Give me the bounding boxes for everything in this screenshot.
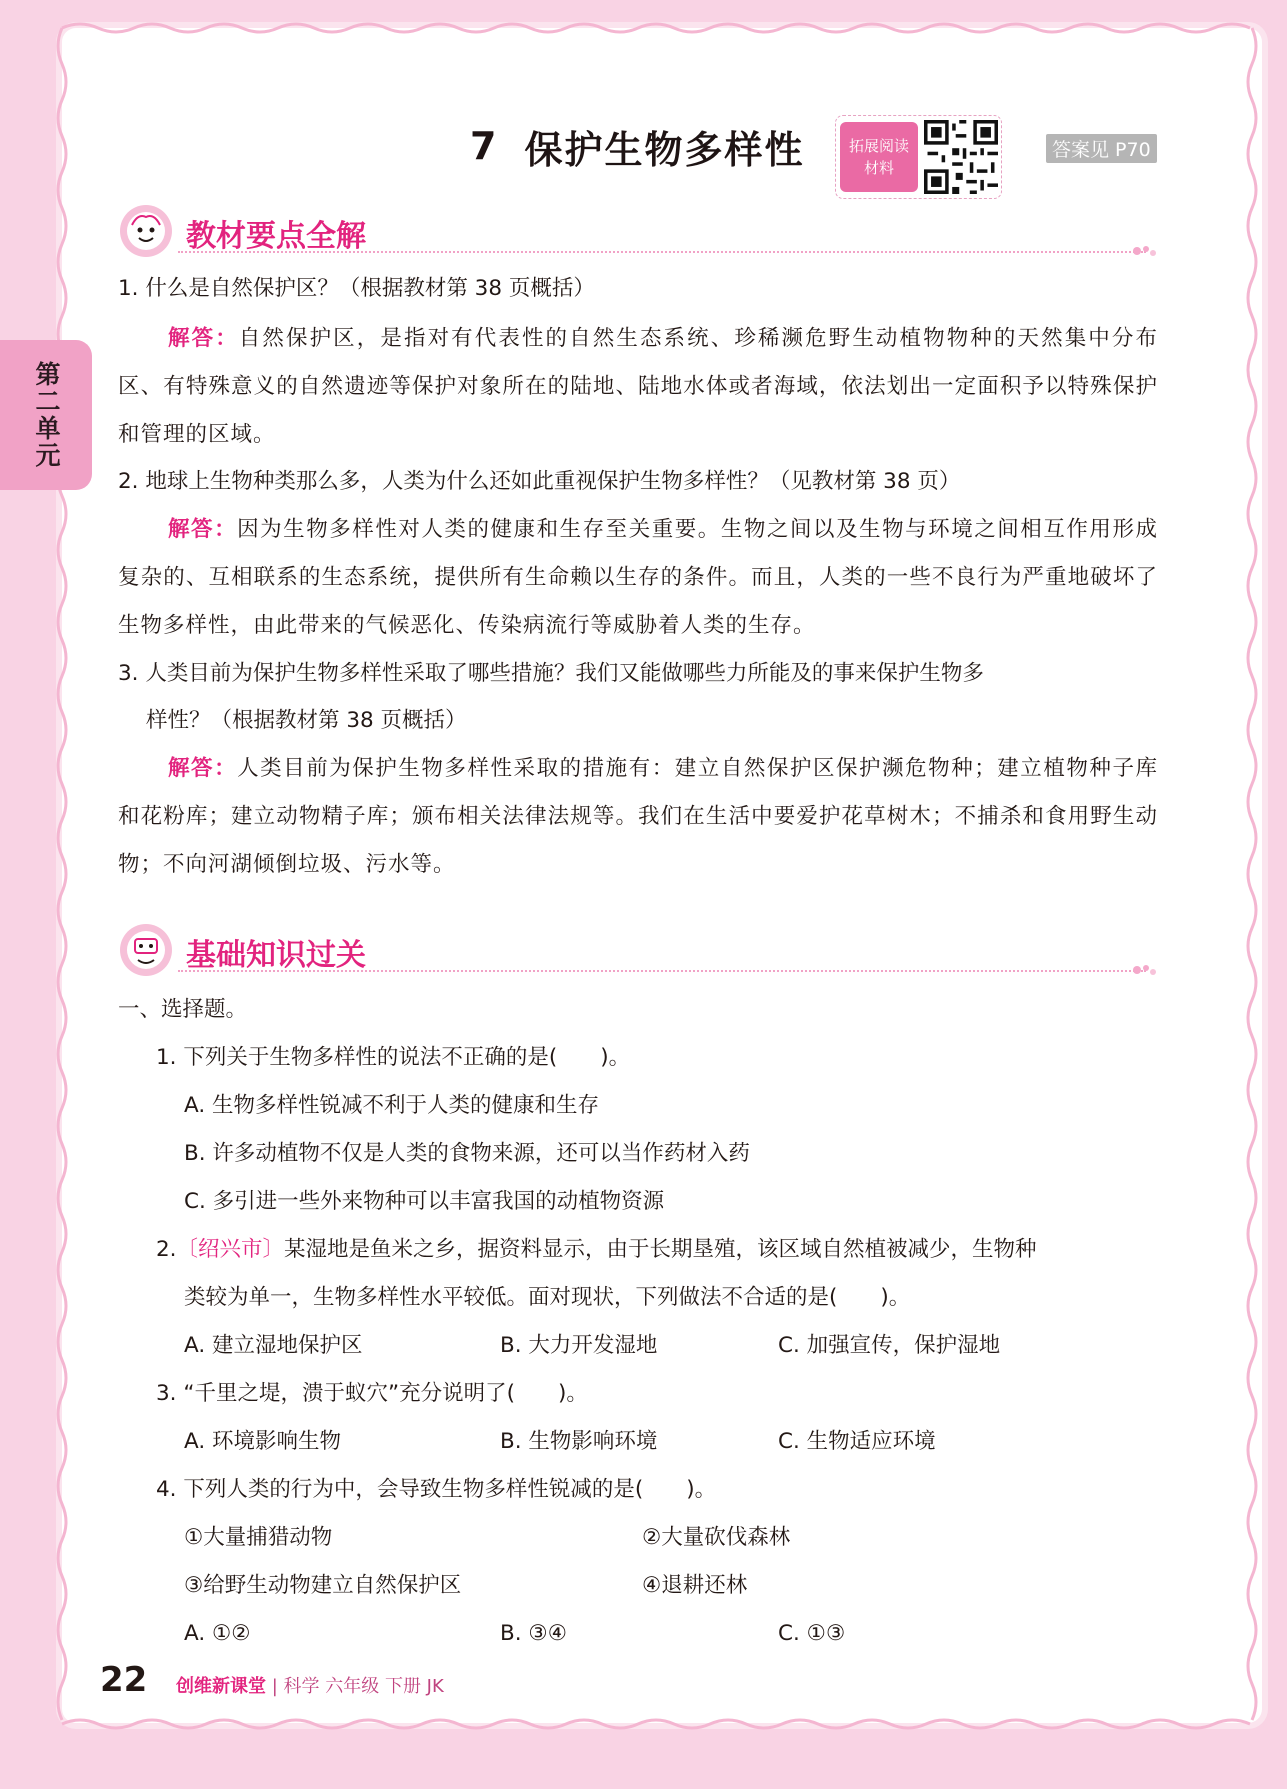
question-2-stem-line2: 类较为单一，生物多样性水平较低。面对现状，下列做法不合适的是( )。	[184, 1285, 911, 1310]
answer-label: 解答：	[168, 756, 238, 781]
section-header-basic-knowledge	[118, 922, 1158, 980]
key-point-question-1: 1. 什么是自然保护区？（根据教材第 38 页概括）	[118, 276, 595, 301]
lesson-title: 保护生物多样性	[524, 127, 805, 172]
answer-label: 解答：	[168, 517, 238, 542]
question-2-option-b[interactable]: B. 大力开发湿地	[500, 1333, 658, 1358]
qr-label-line2: 材料	[863, 159, 894, 177]
question-3-option-c[interactable]: C. 生物适应环境	[778, 1429, 936, 1454]
question-2-option-a[interactable]: A. 建立湿地保护区	[184, 1333, 363, 1358]
question-3-option-b[interactable]: B. 生物影响环境	[500, 1429, 658, 1454]
question-4-option-b[interactable]: B. ③④	[500, 1621, 567, 1646]
decorative-dots-icon	[1132, 243, 1158, 259]
question-2-stem-text: 某湿地是鱼米之乡，据资料显示，由于长期垦殖，该区域自然植被减少，生物种	[284, 1237, 1037, 1262]
question-1-option-c[interactable]: C. 多引进一些外来物种可以丰富我国的动植物资源	[184, 1189, 665, 1214]
lesson-number: 7	[470, 124, 499, 168]
question-4-statement-3: ③给野生动物建立自然保护区	[184, 1573, 462, 1598]
question-1-option-a[interactable]: A. 生物多样性锐减不利于人类的健康和生存	[184, 1093, 600, 1118]
section-divider	[178, 970, 1146, 972]
answer-label: 解答：	[168, 326, 239, 351]
key-point-answer-2	[118, 506, 1158, 650]
answer-text: 自然保护区，是指对有代表性的自然生态系统、珍稀濒危野生动植物物种的天然集中分布区、有特殊意义的自然遗迹等保护对象所在的陆地、陆地水体或者海域，依法划出一定面积予以特殊保护和管理的区域。	[118, 326, 1158, 447]
qr-label-line1: 拓展阅读	[848, 137, 909, 155]
key-point-question-3-line1: 3. 人类目前为保护生物多样性采取了哪些措施？我们又能做哪些力所能及的事来保护生物多	[118, 661, 984, 686]
qr-code-icon	[924, 120, 998, 194]
question-2-option-c[interactable]: C. 加强宣传，保护湿地	[778, 1333, 1001, 1358]
section-divider	[178, 251, 1146, 253]
section-header-key-points	[118, 203, 1158, 261]
key-point-question-3-line2: 样性？（根据教材第 38 页概括）	[146, 708, 467, 733]
question-4-option-c[interactable]: C. ①③	[778, 1621, 846, 1646]
question-4-statement-1: ①大量捕猎动物	[184, 1525, 333, 1550]
page-number: 22	[100, 1660, 148, 1700]
question-2-number: 2.	[156, 1237, 177, 1262]
answer-text: 人类目前为保护生物多样性采取的措施有：建立自然保护区保护濒危物种；建立植物种子库和花粉库；建立动物精子库；颁布相关法律法规等。我们在生活中要爱护花草树木；不捕杀和食用野生动物；不向河湖倾倒垃圾、污水等。	[118, 756, 1158, 877]
mascot-icon	[118, 922, 174, 978]
key-point-question-2: 2. 地球上生物种类那么多，人类为什么还如此重视保护生物多样性？（见教材第 38 页）	[118, 469, 961, 494]
qr-label	[840, 122, 918, 192]
footer-brand: 创维新课堂	[176, 1676, 266, 1697]
key-point-answer-3	[118, 745, 1158, 889]
question-2-stem-line1	[156, 1226, 1037, 1274]
question-3-option-a[interactable]: A. 环境影响生物	[184, 1429, 341, 1454]
extended-reading-qr[interactable]	[835, 115, 1002, 199]
mascot-icon	[118, 203, 174, 259]
question-4-option-a[interactable]: A. ①②	[184, 1621, 251, 1646]
unit-tab-label: 第二单元	[32, 361, 61, 469]
lesson-title-row	[470, 116, 804, 176]
footer-book-info: | 科学 六年级 下册 JK	[271, 1676, 444, 1697]
footer-info	[176, 1672, 444, 1698]
part-title: 一、选择题。	[118, 997, 248, 1022]
unit-tab[interactable]	[0, 340, 92, 490]
question-4-statement-2: ②大量砍伐森林	[642, 1525, 791, 1550]
key-point-answer-1	[118, 315, 1158, 459]
section-title: 基础知识过关	[186, 938, 366, 973]
decorative-dots-icon	[1132, 962, 1158, 978]
question-4-stem: 4. 下列人类的行为中，会导致生物多样性锐减的是( )。	[156, 1477, 717, 1502]
question-1-option-b[interactable]: B. 许多动植物不仅是人类的食物来源，还可以当作药材入药	[184, 1141, 750, 1166]
question-4-statement-4: ④退耕还林	[642, 1573, 748, 1598]
answer-text: 因为生物多样性对人类的健康和生存至关重要。生物之间以及生物与环境之间相互作用形成复杂的、互相联系的生态系统，提供所有生命赖以生存的条件。而且，人类的一些不良行为严重地破坏了生物多样性，由此带来的气候恶化、传染病流行等威胁着人类的生存。	[118, 517, 1158, 638]
question-2-source: 〔绍兴市〕	[176, 1237, 285, 1262]
answer-reference-badge: 答案见 P70	[1046, 134, 1157, 163]
question-1-stem: 1. 下列关于生物多样性的说法不正确的是( )。	[156, 1045, 631, 1070]
section-title: 教材要点全解	[186, 219, 366, 254]
question-3-stem: 3. “千里之堤，溃于蚁穴”充分说明了( )。	[156, 1381, 588, 1406]
